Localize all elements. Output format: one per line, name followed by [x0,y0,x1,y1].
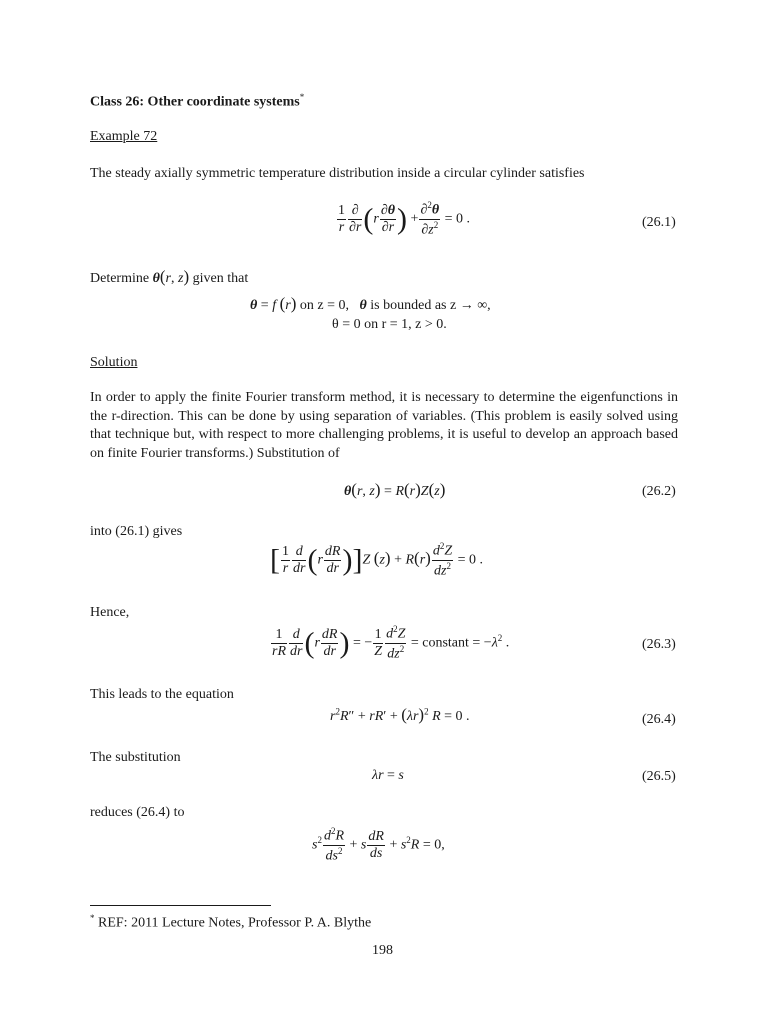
section-heading-text: Class 26: Other coordinate systems [90,94,300,110]
leads-text: This leads to the equation [90,687,234,702]
condition-line-1: θ = f (r) on z = 0, θ is bounded as z → ∞, [250,294,491,313]
footnote-rule [90,905,271,906]
section-heading [90,93,304,110]
intro-paragraph: The steady axially symmetric temperature distribution inside a circular cylinder satisfies [90,166,585,181]
equation-26-2: θ(r, z) = R(r)Z(z) [344,480,446,499]
footnote-text: REF: 2011 Lecture Notes, Professor P. A. Blythe [98,915,372,931]
solution-heading: Solution [90,355,138,370]
condition-line-2: θ = 0 on r = 1, z > 0. [332,317,447,332]
equation-number-26-3: (26.3) [642,637,676,652]
equation-number-26-1: (26.1) [642,215,676,230]
equation-number-26-5: (26.5) [642,769,676,784]
equation-26-5: λr = s [372,768,404,783]
determine-lead: Determine [90,271,150,286]
determine-line: Determine θ(r, z) given that [90,267,249,286]
condition-limit: z → ∞, [449,298,491,313]
page-number: 198 [372,943,393,958]
equation-substituted: [ $\frac{1}{r}$ $\frac{d}{dr}$ (r $\frac{dR}{dr}$ )]Z (z) + R(r) $\frac{d^2Z}{dz^2}$ = 0 . [270,541,484,579]
footnote [90,914,371,931]
equation-number-26-2: (26.2) [642,484,676,499]
footnote-marker: * [299,92,305,102]
solution-paragraph: In order to apply the finite Fourier transform method, it is necessary to determine the eigenfunctions in the r-direction. This can be done by using separation of variables. (This problem is easily solved using that technique but, with respect to more challenging problems, it is useful to develop an approach based on finite Fourier transforms.) Substitution of [90,390,678,461]
equation-26-3: $\frac{1}{rR}$ $\frac{d}{dr}$ (r $\frac{dR}{dr}$ ) = − $\frac{1}{Z}$ $\frac{d^2Z}{dz^2}$ = constant = $-\lambda^2$ . [272,624,510,662]
substitution-text: The substitution [90,750,181,765]
example-label: Example 72 [90,129,158,144]
hence-text: Hence, [90,605,130,620]
determine-tail: given that [192,271,249,286]
equation-bessel: $s^2$ $\frac{d^2R}{ds^2}$ + s $\frac{dR}{ds}$ + $s^2R = 0$, [312,826,445,864]
condition-on: on [299,298,314,313]
footnote-mark: * [90,913,95,923]
reduces-text: reduces (26.4) to [90,805,185,820]
equation-26-4: $r^2R'' + rR' + (\lambda r)^2$ R = 0 . [330,705,470,724]
condition-z0: z = 0, [317,298,349,313]
equation-26-1: $\frac{1}{r}$ $\frac{\partial}{\partial r}$ (r $\frac{\partial\theta}{\partial r}$ ) + $\frac{\partial^2\theta}{\partial z^2}$ = 0 . [338,200,471,238]
equation-number-26-4: (26.4) [642,712,676,727]
into-gives-text: into (26.1) gives [90,524,183,539]
condition-bounded: is bounded as [370,298,447,313]
